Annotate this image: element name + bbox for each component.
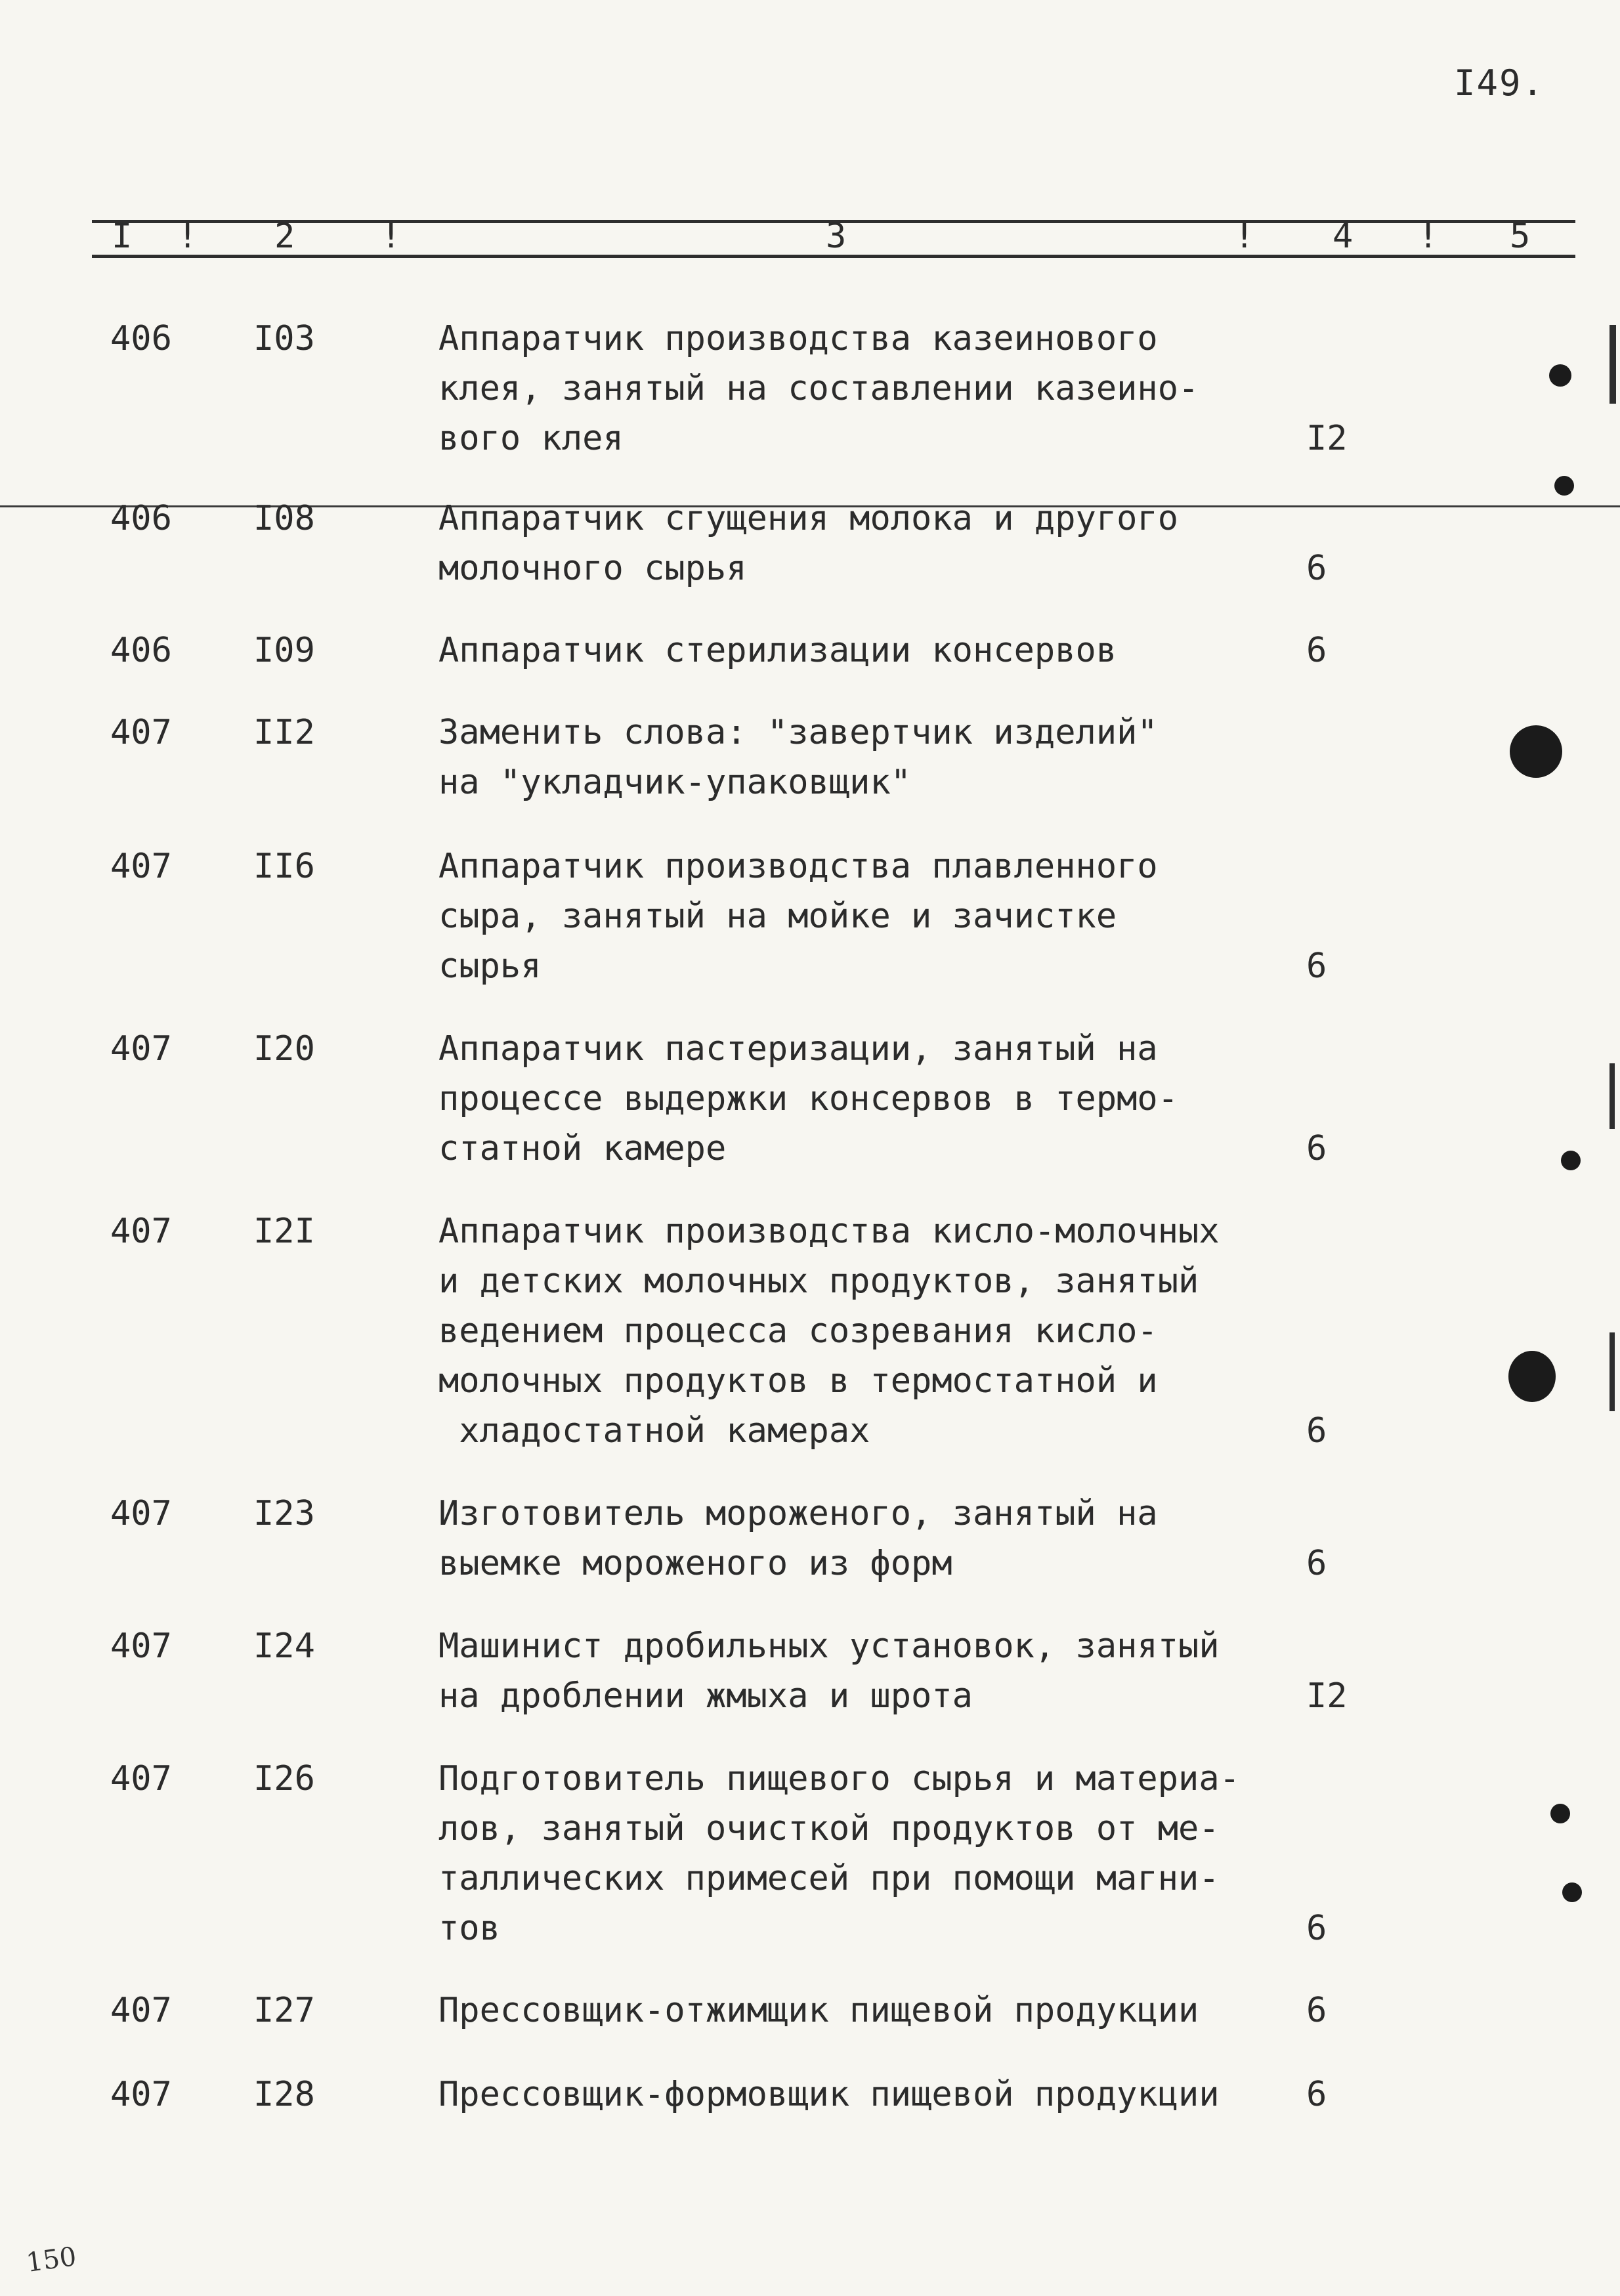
row-number: I20: [253, 1029, 315, 1069]
row-number: I28: [253, 2075, 315, 2114]
description-line: статной камере: [438, 1129, 727, 1168]
row-description: [438, 1621, 1292, 1721]
description-line: Изготовитель мороженого, занятый на: [438, 1494, 1158, 1533]
description-line: Прессовщик-формовщик пищевой продукции: [438, 2075, 1220, 2114]
ink-blot: [1549, 364, 1571, 387]
row-code: 406: [110, 319, 172, 358]
row-value: I2: [1306, 1676, 1348, 1716]
page-edge-mark: [1609, 1332, 1615, 1411]
ink-blot: [1561, 1151, 1581, 1170]
row-code: 407: [110, 1029, 172, 1069]
column-header-row: [92, 217, 1575, 256]
description-line: Аппаратчик стерилизации консервов: [438, 631, 1117, 670]
row-code: 407: [110, 1991, 172, 2030]
description-line: вого клея: [438, 419, 624, 458]
row-description: [438, 841, 1292, 991]
row-number: I23: [253, 1494, 315, 1533]
description-line: клея, занятый на составлении казеино-: [438, 369, 1199, 408]
row-code: 406: [110, 499, 172, 538]
col-header-5: 5: [1510, 217, 1531, 256]
description-line: тов: [438, 1909, 500, 1948]
col-header-separator: !: [1418, 217, 1439, 256]
col-header-1: I: [112, 217, 133, 256]
ink-blot: [1550, 1804, 1570, 1823]
description-line: хладостатной камерах: [438, 1411, 870, 1451]
description-line: Машинист дробильных установок, занятый: [438, 1626, 1220, 1666]
description-line: Подготовитель пищевого сырья и материа-: [438, 1759, 1240, 1798]
row-description: [438, 1754, 1292, 1953]
row-number: I03: [253, 319, 315, 358]
row-value: 6: [1306, 549, 1327, 588]
punch-hole: [1508, 1351, 1556, 1402]
description-line: Аппаратчик производства кисло-молочных: [438, 1212, 1220, 1251]
row-description: [438, 1986, 1292, 2035]
row-number: I24: [253, 1626, 315, 1666]
row-number: I08: [253, 499, 315, 538]
description-line: на "укладчик-упаковщик": [438, 763, 912, 802]
row-value: 6: [1306, 1129, 1327, 1168]
description-line: выемке мороженого из форм: [438, 1544, 952, 1583]
row-code: 407: [110, 847, 172, 886]
row-value: 6: [1306, 1909, 1327, 1948]
row-number: II6: [253, 847, 315, 886]
row-value: 6: [1306, 631, 1327, 670]
row-value: 6: [1306, 1991, 1327, 2030]
col-header-separator: !: [1234, 217, 1255, 256]
row-code: 407: [110, 1759, 172, 1798]
row-value: 6: [1306, 2075, 1327, 2114]
row-code: 407: [110, 1212, 172, 1251]
description-line: Аппаратчик сгущения молока и другого: [438, 499, 1179, 538]
description-line: Заменить слова: "завертчик изделий": [438, 713, 1158, 752]
margin-note: 150: [24, 2241, 79, 2279]
col-header-separator: !: [381, 217, 402, 256]
description-line: процессе выдержки консервов в термо-: [438, 1079, 1179, 1118]
row-value: I2: [1306, 419, 1348, 458]
row-code: 407: [110, 713, 172, 752]
col-header-separator: !: [177, 217, 198, 256]
description-line: и детских молочных продуктов, занятый: [438, 1262, 1199, 1301]
row-description: [438, 1024, 1292, 1174]
description-line: молочного сырья: [438, 549, 747, 588]
row-number: I27: [253, 1991, 315, 2030]
row-number: I2I: [253, 1212, 315, 1251]
ink-blot: [1554, 476, 1574, 496]
row-number: I09: [253, 631, 315, 670]
description-line: Аппаратчик производства казеинового: [438, 319, 1158, 358]
description-line: таллических примесей при помощи магни-: [438, 1859, 1220, 1898]
row-code: 407: [110, 1626, 172, 1666]
col-header-3: 3: [826, 217, 847, 256]
row-code: 407: [110, 2075, 172, 2114]
ink-blot: [1562, 1882, 1582, 1902]
page-edge-mark: [1609, 325, 1616, 404]
description-line: сырья: [438, 946, 542, 986]
page-edge-mark: [1609, 1063, 1615, 1129]
row-description: [438, 626, 1292, 675]
row-description: [438, 2070, 1292, 2119]
description-line: ведением процесса созревания кисло-: [438, 1311, 1158, 1351]
description-line: Аппаратчик пастеризации, занятый на: [438, 1029, 1158, 1069]
row-code: 406: [110, 631, 172, 670]
row-description: [438, 314, 1292, 463]
page-number: I49.: [1454, 62, 1545, 104]
description-line: молочных продуктов в термостатной и: [438, 1361, 1158, 1401]
description-line: Аппаратчик производства плавленного: [438, 847, 1158, 886]
row-description: [438, 708, 1292, 807]
punch-hole: [1510, 725, 1562, 778]
row-description: [438, 494, 1292, 593]
row-value: 6: [1306, 946, 1327, 986]
row-description: [438, 1206, 1292, 1456]
col-header-4: 4: [1332, 217, 1354, 256]
description-line: Прессовщик-отжимщик пищевой продукции: [438, 1991, 1199, 2030]
row-value: 6: [1306, 1544, 1327, 1583]
row-description: [438, 1489, 1292, 1588]
row-code: 407: [110, 1494, 172, 1533]
col-header-2: 2: [274, 217, 295, 256]
description-line: лов, занятый очисткой продуктов от ме-: [438, 1809, 1220, 1848]
description-line: сыра, занятый на мойке и зачистке: [438, 897, 1117, 936]
description-line: на дроблении жмыха и шрота: [438, 1676, 973, 1716]
row-number: I26: [253, 1759, 315, 1798]
row-number: II2: [253, 713, 315, 752]
row-value: 6: [1306, 1411, 1327, 1451]
